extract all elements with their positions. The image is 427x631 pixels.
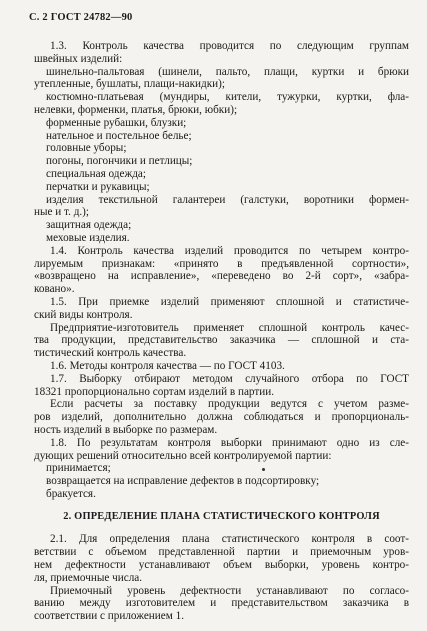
text-line: принимается;: [46, 462, 111, 475]
text-line: нелевки, форменки, платья, брюки, юбки);: [34, 103, 238, 116]
text-line: соответствии с приложением 1.: [34, 610, 184, 623]
text-line: «возвращено на исправление», «переведено во 2-й сорт», «забра-: [34, 270, 409, 283]
text-line: ные и т. д.);: [34, 206, 90, 219]
text-line: защитная одежда;: [46, 219, 132, 232]
text-line: форменные рубашки, блузки;: [46, 116, 187, 129]
text-line: специальная одежда;: [46, 167, 146, 180]
text-line: Приемочный уровень дефектности устанавливают по согласо-: [50, 584, 409, 597]
text-line: швейных изделий:: [34, 52, 123, 65]
text-line: 1.6. Методы контроля качества — по ГОСТ 4103.: [50, 359, 285, 372]
text-line: ванию между изготовителем и представительством заказчика в: [34, 597, 409, 610]
text-line: 1.5. При приемке изделий применяют сплошной и статистиче-: [50, 295, 409, 308]
text-line: изделия текстильной галантереи (галстуки, воротники формен-: [46, 193, 409, 206]
page-header: С. 2 ГОСТ 24782—90: [29, 12, 133, 23]
text-line: головные уборы;: [46, 142, 127, 155]
text-line: ковано».: [34, 283, 75, 296]
text-line: 1.8. По результатам контроля выборки принимают одно из сле-: [50, 436, 409, 449]
text-line: тва продукции, представительство заказчика — сплошной и ста-: [34, 334, 409, 347]
text-line: нательное и постельное белье;: [46, 129, 192, 142]
text-line: бракуется.: [46, 487, 96, 500]
text-line: ветствии с объемом представленной партии и приемочным уров-: [34, 546, 409, 559]
text-line: Предприятие-изготовитель применяет сплошной контроль качес-: [50, 321, 409, 334]
text-line: 18321 пропорционально сортам изделий в партии.: [34, 385, 275, 398]
text-line: костюмно-платьевая (мундиры, кители, тужурки, куртки, фла-: [46, 91, 409, 104]
text-line: шинельно-пальтовая (шинели, пальто, плащи, куртки и брюки: [46, 65, 409, 78]
text-line: ров изделий, дополнительно должна соблюдаться и пропорциональ-: [34, 411, 409, 424]
text-line: 2.1. Для определения плана статистического контроля в соот-: [50, 533, 409, 546]
text-line: 1.4. Контроль качества изделий проводится по четырем контро-: [50, 244, 409, 257]
section-title: 2. ОПРЕДЕЛЕНИЕ ПЛАНА СТАТИСТИЧЕСКОГО КОНТРОЛЯ: [63, 510, 380, 522]
text-line: ность изделий в выборке по размерам.: [34, 423, 218, 436]
text-line: ский виды контроля.: [34, 308, 133, 321]
text-line: 1.7. Выборку отбирают методом случайного отбора по ГОСТ: [50, 372, 409, 385]
text-line: дующих решений относительно всей контролируемой партии:: [34, 449, 332, 462]
text-line: возвращается на исправление дефектов в подсортировку;: [46, 475, 320, 488]
text-line: перчатки и рукавицы;: [46, 180, 150, 193]
text-line: Если расчеты за поставку продукции ведутся с учетом разме-: [50, 398, 409, 411]
scan-speck: [262, 468, 265, 471]
text-line: нем дефектности устанавливают объем выборки, уровень контро-: [34, 559, 409, 572]
document-body: [34, 40, 409, 623]
text-line: ля, приемочные числа.: [34, 571, 143, 584]
text-line: утепленные, бушлаты, плащи-накидки);: [34, 78, 225, 91]
text-line: тистический контроль качества.: [34, 347, 187, 360]
text-line: погоны, погончики и петлицы;: [46, 155, 193, 168]
text-line: меховые изделия.: [46, 231, 130, 244]
text-line: лируемым признакам: «принято в предъявленной сортности»,: [34, 257, 409, 270]
text-line: 1.3. Контроль качества проводится по следующим группам: [50, 40, 409, 52]
